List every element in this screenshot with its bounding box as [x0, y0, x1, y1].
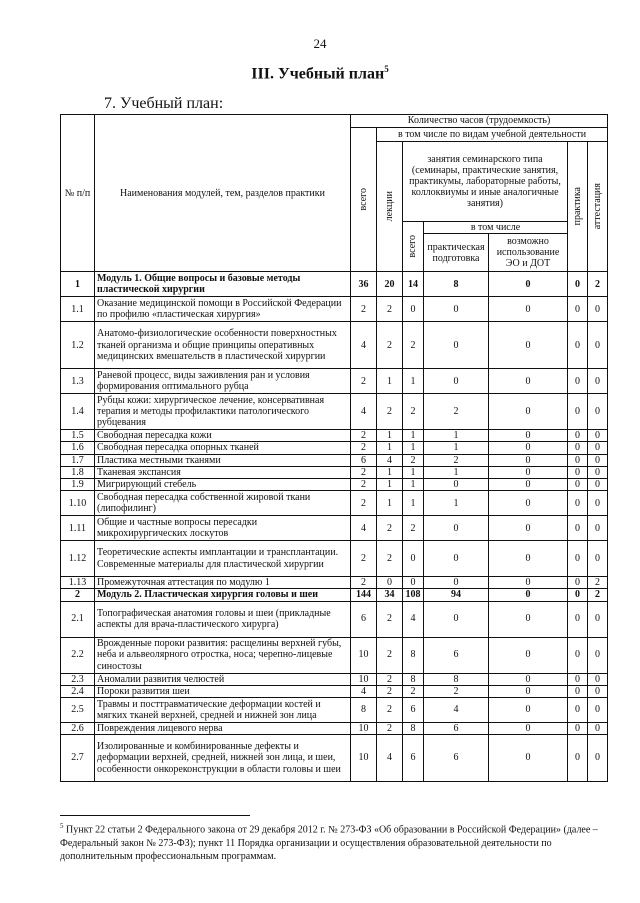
header-practice-text: практика	[571, 187, 583, 226]
row-total: 10	[351, 637, 377, 673]
row-eo: 0	[489, 697, 568, 722]
row-lectures: 2	[377, 297, 403, 322]
footnote	[60, 822, 620, 864]
row-eo: 0	[489, 541, 568, 577]
table-row	[61, 491, 608, 516]
row-attestation: 0	[588, 478, 608, 490]
table-row	[61, 589, 608, 601]
row-practice: 0	[568, 735, 588, 782]
row-eo: 0	[489, 466, 568, 478]
row-attestation: 0	[588, 430, 608, 442]
row-total: 10	[351, 673, 377, 685]
row-total: 2	[351, 297, 377, 322]
row-practice: 0	[568, 637, 588, 673]
row-name: Мигрирующий стебель	[95, 478, 351, 490]
row-name: Травмы и посттравматические деформации костей и мягких тканей верхней, средней и нижней зон лица	[95, 697, 351, 722]
row-lectures: 2	[377, 697, 403, 722]
row-eo: 0	[489, 478, 568, 490]
row-prep: 0	[424, 322, 489, 369]
table-row	[61, 722, 608, 734]
row-num: 1.10	[61, 491, 95, 516]
footnote-text: Пункт 22 статьи 2 Федерального закона от 29 декабря 2012 г. № 273-ФЗ «Об образовании в Российской Федерации» (далее – Федеральный закон № 273-ФЗ); пункт 11 Порядка организации и осуществления образовательной деятельности по дополнительным профессиональным программам.	[60, 824, 598, 863]
section-title-text: III. Учебный план	[251, 65, 385, 83]
table-row	[61, 394, 608, 430]
row-attestation: 0	[588, 369, 608, 394]
row-lectures: 1	[377, 430, 403, 442]
row-attestation: 0	[588, 297, 608, 322]
row-seminar: 0	[403, 577, 424, 589]
table-row	[61, 297, 608, 322]
row-prep: 1	[424, 466, 489, 478]
row-practice: 0	[568, 697, 588, 722]
row-seminar: 2	[403, 454, 424, 466]
row-practice: 0	[568, 516, 588, 541]
row-attestation: 0	[588, 454, 608, 466]
header-seminar-total	[403, 222, 424, 272]
row-attestation: 0	[588, 637, 608, 673]
row-total: 4	[351, 394, 377, 430]
header-total-text: всего	[357, 188, 369, 211]
row-num: 1.3	[61, 369, 95, 394]
table-row	[61, 685, 608, 697]
row-prep: 0	[424, 369, 489, 394]
row-eo: 0	[489, 722, 568, 734]
row-attestation: 0	[588, 697, 608, 722]
row-seminar: 1	[403, 369, 424, 394]
row-num: 2	[61, 589, 95, 601]
row-seminar: 0	[403, 297, 424, 322]
footnote-separator	[60, 815, 250, 816]
table-row	[61, 673, 608, 685]
row-eo: 0	[489, 516, 568, 541]
row-prep: 1	[424, 491, 489, 516]
table-row	[61, 697, 608, 722]
row-num: 2.6	[61, 722, 95, 734]
row-name: Свободная пересадка собственной жировой ткани (липофилинг)	[95, 491, 351, 516]
row-lectures: 2	[377, 516, 403, 541]
row-eo: 0	[489, 735, 568, 782]
row-num: 2.3	[61, 673, 95, 685]
header-seminar: занятия семинарского типа (семинары, практические занятия, практикумы, лабораторные работы, коллоквиумы и иные аналогичные занятия)	[403, 142, 568, 222]
row-prep: 2	[424, 454, 489, 466]
row-num: 2.2	[61, 637, 95, 673]
row-practice: 0	[568, 491, 588, 516]
row-eo: 0	[489, 322, 568, 369]
row-attestation: 0	[588, 673, 608, 685]
row-lectures: 2	[377, 601, 403, 637]
row-practice: 0	[568, 601, 588, 637]
footnote-mark: 5	[384, 64, 389, 74]
footnote-number: 5	[60, 822, 64, 830]
row-prep: 0	[424, 577, 489, 589]
row-practice: 0	[568, 722, 588, 734]
row-eo: 0	[489, 577, 568, 589]
row-practice: 0	[568, 454, 588, 466]
row-total: 6	[351, 601, 377, 637]
row-num: 1	[61, 272, 95, 297]
row-num: 1.9	[61, 478, 95, 490]
row-practice: 0	[568, 673, 588, 685]
row-attestation: 0	[588, 516, 608, 541]
row-lectures: 1	[377, 466, 403, 478]
row-lectures: 2	[377, 637, 403, 673]
header-practice	[568, 142, 588, 272]
row-num: 1.4	[61, 394, 95, 430]
row-lectures: 2	[377, 673, 403, 685]
row-total: 2	[351, 478, 377, 490]
row-practice: 0	[568, 430, 588, 442]
row-prep: 6	[424, 637, 489, 673]
row-practice: 0	[568, 394, 588, 430]
table-row	[61, 430, 608, 442]
row-num: 1.2	[61, 322, 95, 369]
row-attestation: 0	[588, 491, 608, 516]
row-attestation: 0	[588, 685, 608, 697]
row-lectures: 4	[377, 454, 403, 466]
table-row	[61, 454, 608, 466]
row-seminar: 0	[403, 541, 424, 577]
row-attestation: 2	[588, 272, 608, 297]
header-incl: в том числе	[424, 222, 568, 234]
row-name: Врожденные пороки развития: расщелины верхней губы, неба и альвеолярного отростка, носа; черепно-лицевые синостозы	[95, 637, 351, 673]
row-eo: 0	[489, 673, 568, 685]
row-lectures: 4	[377, 735, 403, 782]
row-practice: 0	[568, 297, 588, 322]
row-name: Оказание медицинской помощи в Российской Федерации по профилю «пластическая хирургия»	[95, 297, 351, 322]
header-attestation-text: аттестация	[591, 183, 603, 230]
row-eo: 0	[489, 394, 568, 430]
row-total: 10	[351, 722, 377, 734]
row-total: 6	[351, 454, 377, 466]
header-lectures	[377, 142, 403, 272]
row-practice: 0	[568, 541, 588, 577]
row-seminar: 1	[403, 491, 424, 516]
row-practice: 0	[568, 466, 588, 478]
row-seminar: 1	[403, 430, 424, 442]
row-practice: 0	[568, 272, 588, 297]
row-practice: 0	[568, 685, 588, 697]
row-name: Свободная пересадка опорных тканей	[95, 442, 351, 454]
row-num: 2.4	[61, 685, 95, 697]
row-attestation: 2	[588, 577, 608, 589]
row-attestation: 0	[588, 601, 608, 637]
row-practice: 0	[568, 442, 588, 454]
row-prep: 8	[424, 673, 489, 685]
row-practice: 0	[568, 369, 588, 394]
row-lectures: 34	[377, 589, 403, 601]
row-eo: 0	[489, 272, 568, 297]
row-name: Свободная пересадка кожи	[95, 430, 351, 442]
table-row	[61, 577, 608, 589]
row-total: 2	[351, 369, 377, 394]
row-prep: 2	[424, 685, 489, 697]
page-number: 24	[313, 36, 327, 51]
row-name: Модуль 1. Общие вопросы и базовые методы пластической хирургии	[95, 272, 351, 297]
row-prep: 6	[424, 722, 489, 734]
section-title	[0, 64, 640, 83]
row-total: 36	[351, 272, 377, 297]
row-practice: 0	[568, 577, 588, 589]
row-prep: 0	[424, 297, 489, 322]
row-total: 8	[351, 697, 377, 722]
row-prep: 1	[424, 430, 489, 442]
row-practice: 0	[568, 589, 588, 601]
row-attestation: 2	[588, 589, 608, 601]
row-prep: 94	[424, 589, 489, 601]
row-name: Промежуточная аттестация по модулю 1	[95, 577, 351, 589]
row-seminar: 1	[403, 442, 424, 454]
table-row	[61, 735, 608, 782]
header-hours: Количество часов (трудоемкость)	[351, 115, 608, 128]
row-attestation: 0	[588, 394, 608, 430]
header-by-type: в том числе по видам учебной деятельности	[377, 128, 608, 142]
row-total: 4	[351, 322, 377, 369]
row-total: 2	[351, 491, 377, 516]
row-lectures: 2	[377, 541, 403, 577]
row-num: 1.12	[61, 541, 95, 577]
row-name: Повреждения лицевого нерва	[95, 722, 351, 734]
row-attestation: 0	[588, 466, 608, 478]
row-name: Аномалии развития челюстей	[95, 673, 351, 685]
table-row	[61, 478, 608, 490]
table-row	[61, 601, 608, 637]
table-row	[61, 322, 608, 369]
header-num: № п/п	[61, 115, 95, 272]
row-seminar: 2	[403, 685, 424, 697]
row-num: 2.5	[61, 697, 95, 722]
row-eo: 0	[489, 442, 568, 454]
curriculum-table	[60, 114, 608, 782]
row-eo: 0	[489, 685, 568, 697]
row-lectures: 2	[377, 394, 403, 430]
row-eo: 0	[489, 491, 568, 516]
row-prep: 1	[424, 442, 489, 454]
row-seminar: 6	[403, 697, 424, 722]
row-num: 1.13	[61, 577, 95, 589]
row-num: 1.1	[61, 297, 95, 322]
row-total: 4	[351, 685, 377, 697]
table-row	[61, 466, 608, 478]
row-num: 1.7	[61, 454, 95, 466]
row-eo: 0	[489, 297, 568, 322]
row-seminar: 6	[403, 735, 424, 782]
row-prep: 2	[424, 394, 489, 430]
header-eo: возможно использование ЭО и ДОТ	[489, 234, 568, 272]
row-lectures: 1	[377, 442, 403, 454]
row-attestation: 0	[588, 322, 608, 369]
row-seminar: 2	[403, 394, 424, 430]
row-seminar: 8	[403, 722, 424, 734]
row-num: 1.5	[61, 430, 95, 442]
row-name: Рубцы кожи: хирургическое лечение, консервативная терапия и методы профилактики патологического рубцевания	[95, 394, 351, 430]
row-prep: 4	[424, 697, 489, 722]
row-seminar: 108	[403, 589, 424, 601]
row-name: Модуль 2. Пластическая хирургия головы и шеи	[95, 589, 351, 601]
row-eo: 0	[489, 430, 568, 442]
row-attestation: 0	[588, 541, 608, 577]
row-name: Тканевая экспансия	[95, 466, 351, 478]
row-prep: 0	[424, 541, 489, 577]
row-name: Анатомо-физиологические особенности поверхностных тканей организма и общие принципы оперативных медицинских вмешательств в пластической хирургии	[95, 322, 351, 369]
table-row	[61, 637, 608, 673]
row-prep: 0	[424, 478, 489, 490]
row-lectures: 20	[377, 272, 403, 297]
row-prep: 0	[424, 516, 489, 541]
row-num: 2.1	[61, 601, 95, 637]
table-row	[61, 272, 608, 297]
row-num: 1.11	[61, 516, 95, 541]
header-lectures-text: лекции	[383, 191, 395, 222]
row-seminar: 4	[403, 601, 424, 637]
row-lectures: 2	[377, 322, 403, 369]
row-attestation: 0	[588, 722, 608, 734]
header-attestation	[588, 142, 608, 272]
row-seminar: 14	[403, 272, 424, 297]
row-num: 1.6	[61, 442, 95, 454]
row-total: 4	[351, 516, 377, 541]
row-lectures: 1	[377, 369, 403, 394]
row-seminar: 8	[403, 637, 424, 673]
row-eo: 0	[489, 454, 568, 466]
table-row	[61, 516, 608, 541]
header-name: Наименования модулей, тем, разделов практики	[95, 115, 351, 272]
row-eo: 0	[489, 601, 568, 637]
row-lectures: 1	[377, 478, 403, 490]
row-practice: 0	[568, 322, 588, 369]
table-row	[61, 369, 608, 394]
row-name: Общие и частные вопросы пересадки микрохирургических лоскутов	[95, 516, 351, 541]
row-seminar: 1	[403, 466, 424, 478]
row-lectures: 2	[377, 685, 403, 697]
row-total: 2	[351, 466, 377, 478]
row-prep: 6	[424, 735, 489, 782]
row-eo: 0	[489, 637, 568, 673]
row-name: Изолированные и комбинированные дефекты и деформации верхней, средней, нижней зон лица, и шеи, особенности онкореконструкции в области головы и шеи	[95, 735, 351, 782]
header-prep: практическая подготовка	[424, 234, 489, 272]
row-total: 10	[351, 735, 377, 782]
row-total: 144	[351, 589, 377, 601]
row-prep: 8	[424, 272, 489, 297]
row-attestation: 0	[588, 442, 608, 454]
row-prep: 0	[424, 601, 489, 637]
row-attestation: 0	[588, 735, 608, 782]
row-lectures: 2	[377, 722, 403, 734]
row-num: 1.8	[61, 466, 95, 478]
row-name: Раневой процесс, виды заживления ран и условия формирования оптимального рубца	[95, 369, 351, 394]
row-seminar: 1	[403, 478, 424, 490]
row-total: 2	[351, 577, 377, 589]
row-seminar: 8	[403, 673, 424, 685]
row-name: Пластика местными тканями	[95, 454, 351, 466]
row-name: Теоретические аспекты имплантации и трансплантации. Современные материалы для пластической хирургии	[95, 541, 351, 577]
row-total: 2	[351, 430, 377, 442]
row-eo: 0	[489, 369, 568, 394]
header-total	[351, 128, 377, 272]
table-row	[61, 442, 608, 454]
table-row	[61, 541, 608, 577]
row-lectures: 1	[377, 491, 403, 516]
subtitle: 7. Учебный план:	[104, 95, 224, 112]
row-practice: 0	[568, 478, 588, 490]
row-total: 2	[351, 541, 377, 577]
row-seminar: 2	[403, 516, 424, 541]
row-total: 2	[351, 442, 377, 454]
row-seminar: 2	[403, 322, 424, 369]
row-name: Пороки развития шеи	[95, 685, 351, 697]
row-eo: 0	[489, 589, 568, 601]
header-seminar-total-text: всего	[407, 235, 419, 258]
row-name: Топографическая анатомия головы и шеи (прикладные аспекты для врача-пластического хирурга)	[95, 601, 351, 637]
row-num: 2.7	[61, 735, 95, 782]
row-lectures: 0	[377, 577, 403, 589]
